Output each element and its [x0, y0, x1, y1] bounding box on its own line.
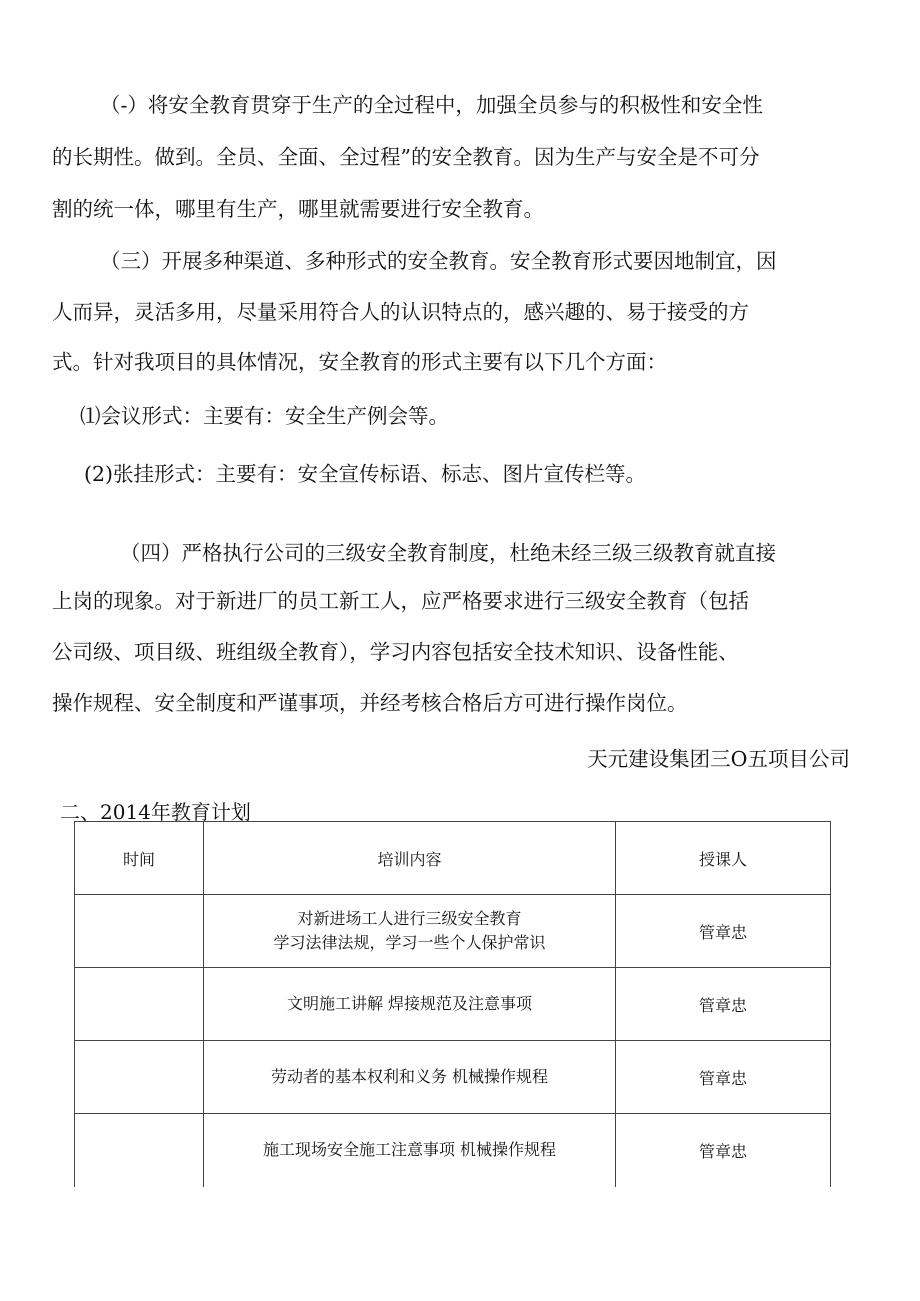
content-line: 文明施工讲解 焊接规范及注意事项	[286, 994, 533, 1013]
paragraph-line: 上岗的现象。对于新进厂的员工新工人，应严格要求进行三级安全教育（包括	[52, 589, 749, 613]
table-row	[75, 895, 831, 968]
cell-content	[204, 895, 616, 968]
company-signature: 天元建设集团三O五项目公司	[587, 747, 850, 771]
header-teacher: 授课人	[616, 822, 831, 895]
paragraph-line: （三）开展多种渠道、多种形式的安全教育。安全教育形式要因地制宜，因	[100, 249, 777, 273]
table-row	[75, 1114, 831, 1187]
cell-content	[204, 1041, 616, 1114]
cell-time	[75, 968, 204, 1041]
cell-teacher: 管章忠	[616, 1114, 831, 1187]
cell-content	[204, 968, 616, 1041]
cell-time	[75, 895, 204, 968]
paragraph-line: （四）严格执行公司的三级安全教育制度，杜绝未经三级三级教育就直接	[120, 541, 776, 565]
cell-time	[75, 1041, 204, 1114]
paragraph-line: （-）将安全教育贯穿于生产的全过程中，加强全员参与的积极性和安全性	[100, 93, 763, 117]
header-content: 培训内容	[204, 822, 616, 895]
cell-teacher: 管章忠	[616, 895, 831, 968]
education-plan-table	[74, 821, 831, 1187]
content-line: 施工现场安全施工注意事项 机械操作规程	[262, 1140, 557, 1160]
table-row	[75, 968, 831, 1041]
plan-heading: 二、2014年教育计划	[60, 800, 251, 824]
cell-teacher: 管章忠	[616, 968, 831, 1041]
paragraph-line: 式。针对我项目的具体情况，安全教育的形式主要有以下几个方面：	[52, 350, 667, 374]
list-item-poster-form: (2)张挂形式：主要有：安全宣传标语、标志、图片宣传栏等。	[84, 462, 647, 486]
content-line: 对新进场工人进行三级安全教育	[297, 909, 522, 928]
paragraph-line: 操作规程、安全制度和严谨事项，并经考核合格后方可进行操作岗位。	[52, 691, 688, 715]
paragraph-line: 的长期性。做到。全员、全面、全过程”的安全教育。因为生产与安全是不可分	[52, 145, 760, 169]
paragraph-line: 人而异，灵活多用，尽量采用符合人的认识特点的，感兴趣的、易于接受的方	[52, 300, 749, 324]
content-line: 学习法律法规，学习一些个人保护常识	[273, 933, 546, 952]
paragraph-line: 割的统一体，哪里有生产，哪里就需要进行安全教育。	[52, 197, 544, 221]
content-line: 劳动者的基本权利和义务 机械操作规程	[270, 1067, 549, 1086]
list-item-meeting-form: ⑴会议形式：主要有：安全生产例会等。	[80, 404, 449, 428]
table-header-row	[75, 822, 831, 895]
cell-content	[204, 1114, 616, 1187]
header-time: 时间	[75, 822, 204, 895]
cell-time	[75, 1114, 204, 1187]
paragraph-line: 公司级、项目级、班组级全教育），学习内容包括安全技术知识、设备性能、	[52, 640, 739, 664]
cell-teacher: 管章忠	[616, 1041, 831, 1114]
table-row	[75, 1041, 831, 1114]
